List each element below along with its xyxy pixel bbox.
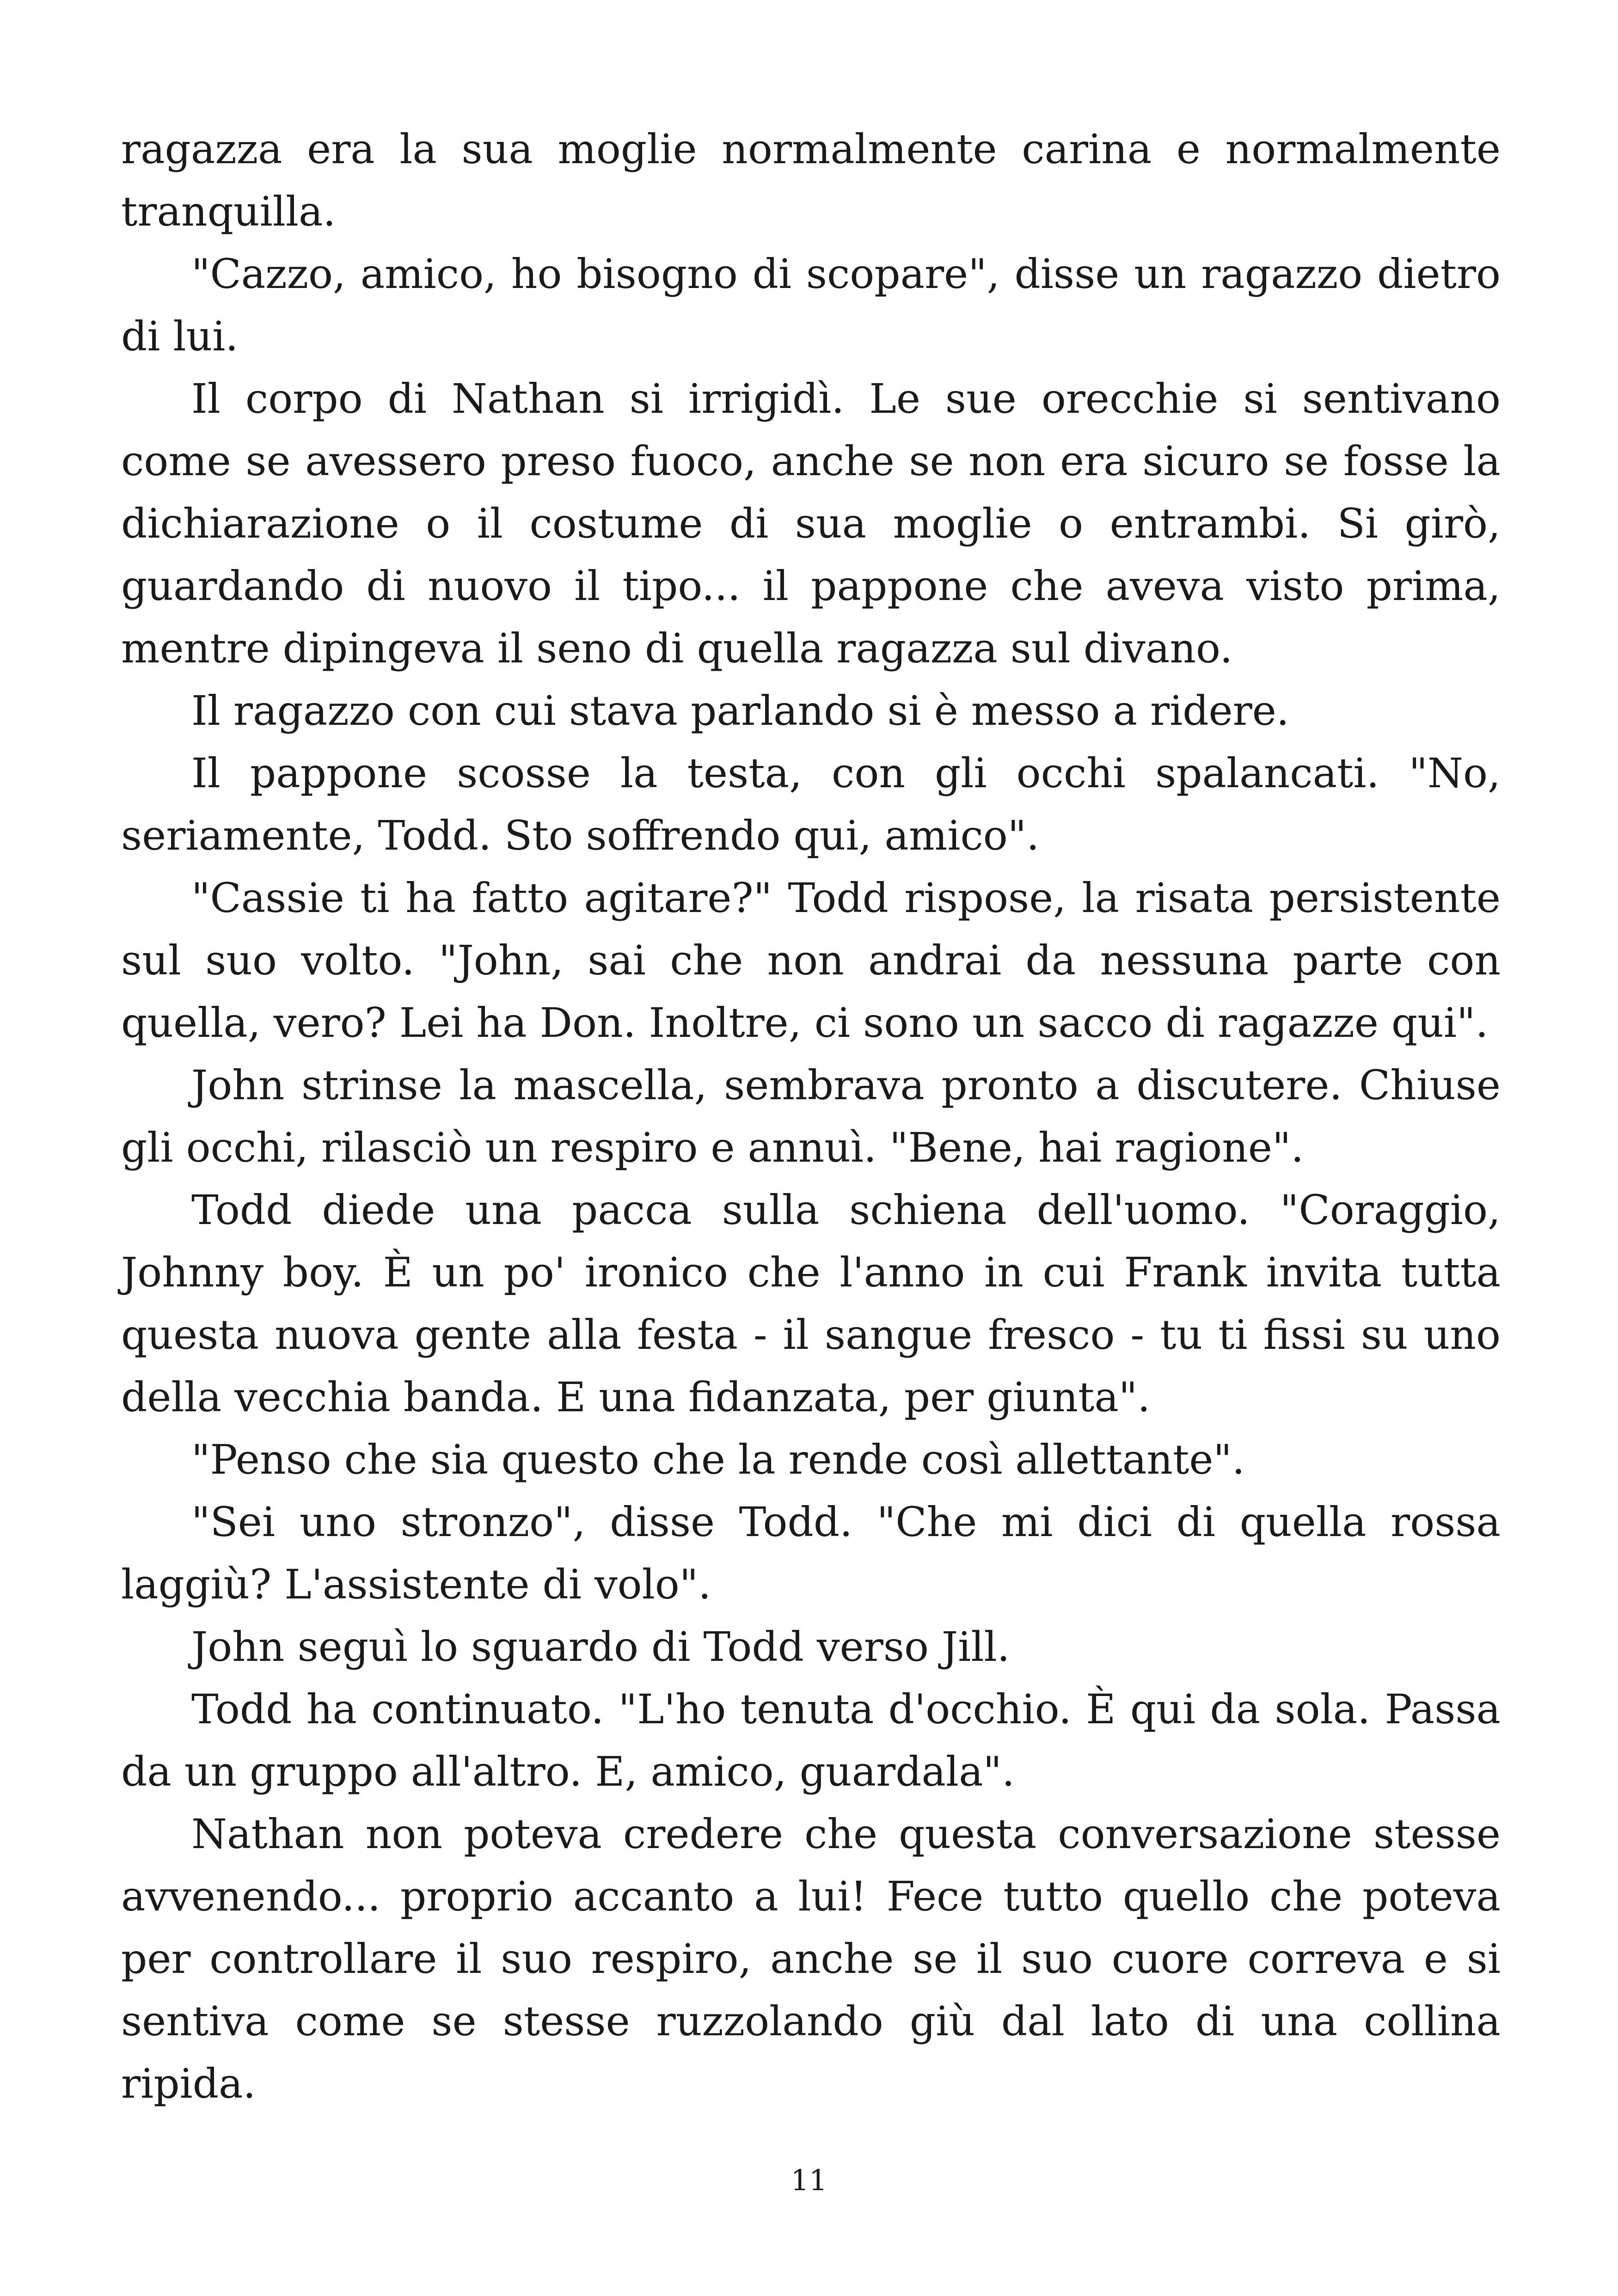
paragraph-12: Todd ha continuato. "L'ho tenuta d'occhio. È qui da sola. Passa da un gruppo all'altro. E, amico, guardala".	[121, 1685, 1501, 1795]
paragraph-9: "Penso che sia questo che la rende così allettante".	[191, 1436, 1245, 1483]
paragraph-8: Todd diede una pacca sulla schiena dell'uomo. "Coraggio, Johnny boy. È un po' ironico che l'anno in cui Frank invita tutta questa nuova gente alla festa - il sangue fresco - tu ti fissi su uno della vecchia banda. E una fidanzata, per giunta".	[121, 1186, 1501, 1421]
paragraph-4: Il ragazzo con cui stava parlando si è messo a ridere.	[191, 687, 1289, 735]
paragraph-3: Il corpo di Nathan si irrigidì. Le sue orecchie si sentivano come se avessero preso fuoco, anche se non era sicuro se fosse la dichiarazione o il costume di sua moglie o entrambi. Si girò, guardando di nuovo il tipo... il pappone che aveva visto prima, mentre dipingeva il seno di quella ragazza sul divano.	[121, 375, 1501, 672]
paragraph-5: Il pappone scosse la testa, con gli occhi spalancati. "No, seriamente, Todd. Sto soffrendo qui, amico".	[121, 749, 1501, 859]
paragraph-10: "Sei uno stronzo", disse Todd. "Che mi dici di quella rossa laggiù? L'assistente di volo".	[121, 1498, 1501, 1608]
page-number: 11	[791, 2163, 827, 2197]
paragraph-1: ragazza era la sua moglie normalmente carina e normalmente tranquilla.	[121, 125, 1501, 235]
paragraph-2: "Cazzo, amico, ho bisogno di scopare", disse un ragazzo dietro di lui.	[121, 250, 1501, 360]
paragraph-7: John strinse la mascella, sembrava pronto a discutere. Chiuse gli occhi, rilasciò un respiro e annuì. "Bene, hai ragione".	[121, 1061, 1501, 1171]
paragraph-11: John seguì lo sguardo di Todd verso Jill.	[191, 1623, 1010, 1671]
paragraph-6: "Cassie ti ha fatto agitare?" Todd rispose, la risata persistente sul suo volto. "John, sai che non andrai da nessuna parte con quella, vero? Lei ha Don. Inoltre, ci sono un sacco di ragazze qui".	[121, 874, 1501, 1047]
page-body	[121, 118, 1501, 2115]
paragraph-13: Nathan non poteva credere che questa conversazione stesse avvenendo... proprio accanto a lui! Fece tutto quello che poteva per controllare il suo respiro, anche se il suo cuore correva e si sentiva come se stesse ruzzolando giù dal lato di una collina ripida.	[121, 1810, 1501, 2107]
